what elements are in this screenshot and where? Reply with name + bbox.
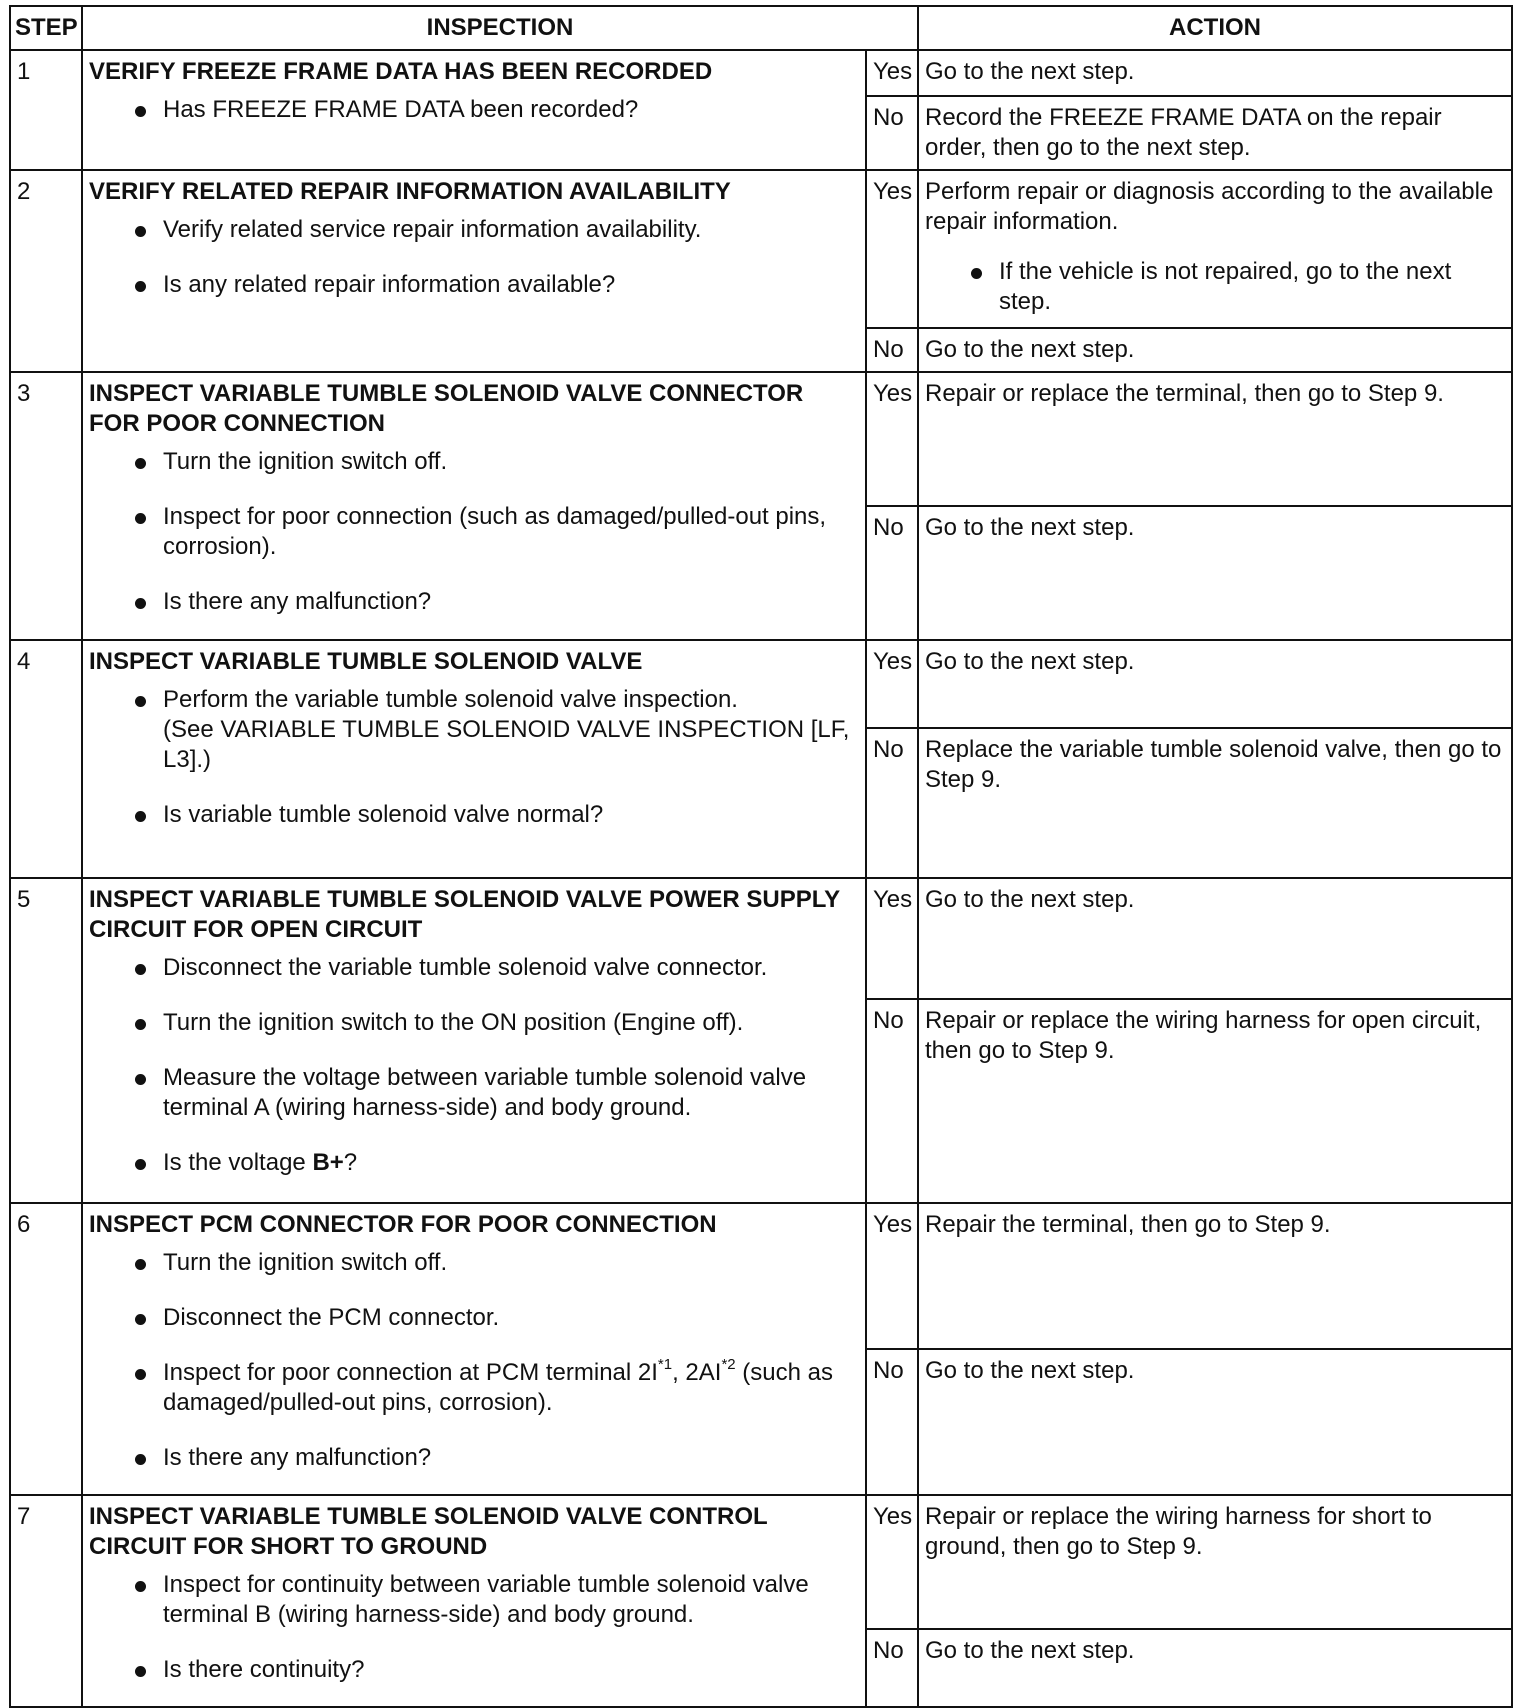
no-action: Record the FREEZE FRAME DATA on the repair order, then go to the next step.	[918, 96, 1512, 170]
table-row	[10, 878, 1512, 999]
inspection-list	[89, 447, 859, 617]
inspection-item: Has FREEZE FRAME DATA been recorded?	[89, 95, 859, 125]
inspection-item: Inspect for poor connection (such as damaged/pulled-out pins, corrosion).	[89, 502, 859, 562]
diagnostic-table	[9, 5, 1513, 1708]
step-title: VERIFY RELATED REPAIR INFORMATION AVAILABILITY	[89, 178, 731, 205]
yes-action	[918, 170, 1512, 328]
step-title: INSPECT VARIABLE TUMBLE SOLENOID VALVE CONTROL CIRCUIT FOR SHORT TO GROUND	[89, 1503, 768, 1560]
inspection-list	[89, 215, 859, 300]
inspection-item	[89, 1358, 859, 1418]
inspection-list	[89, 95, 859, 125]
yes-action: Repair the terminal, then go to Step 9.	[918, 1203, 1512, 1349]
inspection-cell	[82, 878, 866, 1203]
yes-action: Go to the next step.	[918, 878, 1512, 999]
step-column-header: STEP	[10, 6, 82, 50]
action-list	[925, 257, 1505, 317]
inspection-cell	[82, 640, 866, 878]
inspection-cell	[82, 170, 866, 372]
inspection-item: Disconnect the variable tumble solenoid valve connector.	[89, 953, 859, 983]
no-action: Go to the next step.	[918, 506, 1512, 640]
inspection-item: Is there any malfunction?	[89, 587, 859, 617]
yes-label: Yes	[866, 372, 918, 506]
inspection-item: Verify related service repair information availability.	[89, 215, 859, 245]
action-item: If the vehicle is not repaired, go to the next step.	[925, 257, 1505, 317]
inspection-list	[89, 1570, 859, 1685]
inspection-cell	[82, 50, 866, 170]
inspection-column-header: INSPECTION	[82, 6, 918, 50]
inspection-list	[89, 685, 859, 715]
table-row	[10, 372, 1512, 506]
inspection-item: Is variable tumble solenoid valve normal?	[89, 800, 859, 830]
inspection-item: Is there any malfunction?	[89, 1443, 859, 1473]
no-action: Go to the next step.	[918, 328, 1512, 372]
inspection-list	[89, 800, 859, 830]
inspection-item: Turn the ignition switch off.	[89, 1248, 859, 1278]
step-number: 7	[10, 1495, 82, 1707]
inspection-item: Measure the voltage between variable tumble solenoid valve terminal A (wiring harness-side) and body ground.	[89, 1063, 859, 1123]
inspection-item: Perform the variable tumble solenoid valve inspection.	[89, 685, 859, 715]
inspection-item: Inspect for continuity between variable tumble solenoid valve terminal B (wiring harness-side) and body ground.	[89, 1570, 859, 1630]
inspection-item-text: Is the voltage	[163, 1149, 313, 1176]
yes-action: Go to the next step.	[918, 50, 1512, 96]
inspection-item: Is there continuity?	[89, 1655, 859, 1685]
no-action: Go to the next step.	[918, 1629, 1512, 1707]
table-header-row	[10, 6, 1512, 50]
inspection-reference-note: (See VARIABLE TUMBLE SOLENOID VALVE INSPECTION [LF, L3].)	[163, 716, 850, 773]
no-label: No	[866, 96, 918, 170]
action-column-header: ACTION	[918, 6, 1512, 50]
yes-label: Yes	[866, 50, 918, 96]
inspection-item-text: ?	[343, 1149, 358, 1176]
table-row	[10, 1495, 1512, 1629]
table-row	[10, 640, 1512, 728]
step-number: 2	[10, 170, 82, 372]
footnote-marker: *1	[657, 1356, 673, 1373]
step-number: 6	[10, 1203, 82, 1495]
no-action: Repair or replace the wiring harness for open circuit, then go to Step 9.	[918, 999, 1512, 1203]
table-row	[10, 1203, 1512, 1349]
inspection-list	[89, 953, 859, 1178]
inspection-item-text: (such as damaged/pulled-out pins, corrosion).	[163, 1359, 834, 1416]
no-label: No	[866, 328, 918, 372]
step-title: INSPECT VARIABLE TUMBLE SOLENOID VALVE	[89, 648, 643, 675]
inspection-item: Is any related repair information available?	[89, 270, 859, 300]
inspection-cell	[82, 1495, 866, 1707]
inspection-item: Turn the ignition switch to the ON position (Engine off).	[89, 1008, 859, 1038]
inspection-list	[89, 1248, 859, 1473]
inspection-item-text: , 2AI	[672, 1359, 722, 1386]
no-action: Replace the variable tumble solenoid valve, then go to Step 9.	[918, 728, 1512, 878]
step-number: 5	[10, 878, 82, 1203]
step-number: 3	[10, 372, 82, 640]
yes-label: Yes	[866, 1495, 918, 1629]
table-row	[10, 170, 1512, 328]
no-label: No	[866, 1349, 918, 1495]
no-label: No	[866, 999, 918, 1203]
yes-label: Yes	[866, 1203, 918, 1349]
yes-action: Repair or replace the terminal, then go to Step 9.	[918, 372, 1512, 506]
inspection-cell	[82, 372, 866, 640]
step-title: INSPECT VARIABLE TUMBLE SOLENOID VALVE CONNECTOR FOR POOR CONNECTION	[89, 380, 804, 437]
inspection-item: Turn the ignition switch off.	[89, 447, 859, 477]
voltage-value: B+	[312, 1149, 344, 1176]
yes-action-text: Perform repair or diagnosis according to the available repair information.	[925, 178, 1494, 235]
no-label: No	[866, 728, 918, 878]
step-title: INSPECT PCM CONNECTOR FOR POOR CONNECTION	[89, 1211, 717, 1238]
step-title: VERIFY FREEZE FRAME DATA HAS BEEN RECORDED	[89, 58, 713, 85]
inspection-item-text: Inspect for poor connection at PCM terminal 2I	[163, 1359, 658, 1386]
table-row	[10, 50, 1512, 96]
yes-action: Repair or replace the wiring harness for short to ground, then go to Step 9.	[918, 1495, 1512, 1629]
step-number: 1	[10, 50, 82, 170]
inspection-item: Disconnect the PCM connector.	[89, 1303, 859, 1333]
no-action: Go to the next step.	[918, 1349, 1512, 1495]
yes-action: Go to the next step.	[918, 640, 1512, 728]
no-label: No	[866, 1629, 918, 1707]
inspection-item	[89, 1148, 859, 1178]
yes-label: Yes	[866, 878, 918, 999]
step-title: INSPECT VARIABLE TUMBLE SOLENOID VALVE POWER SUPPLY CIRCUIT FOR OPEN CIRCUIT	[89, 886, 840, 943]
yes-label: Yes	[866, 640, 918, 728]
step-number: 4	[10, 640, 82, 878]
no-label: No	[866, 506, 918, 640]
inspection-cell	[82, 1203, 866, 1495]
yes-label: Yes	[866, 170, 918, 328]
footnote-marker: *2	[721, 1356, 736, 1373]
